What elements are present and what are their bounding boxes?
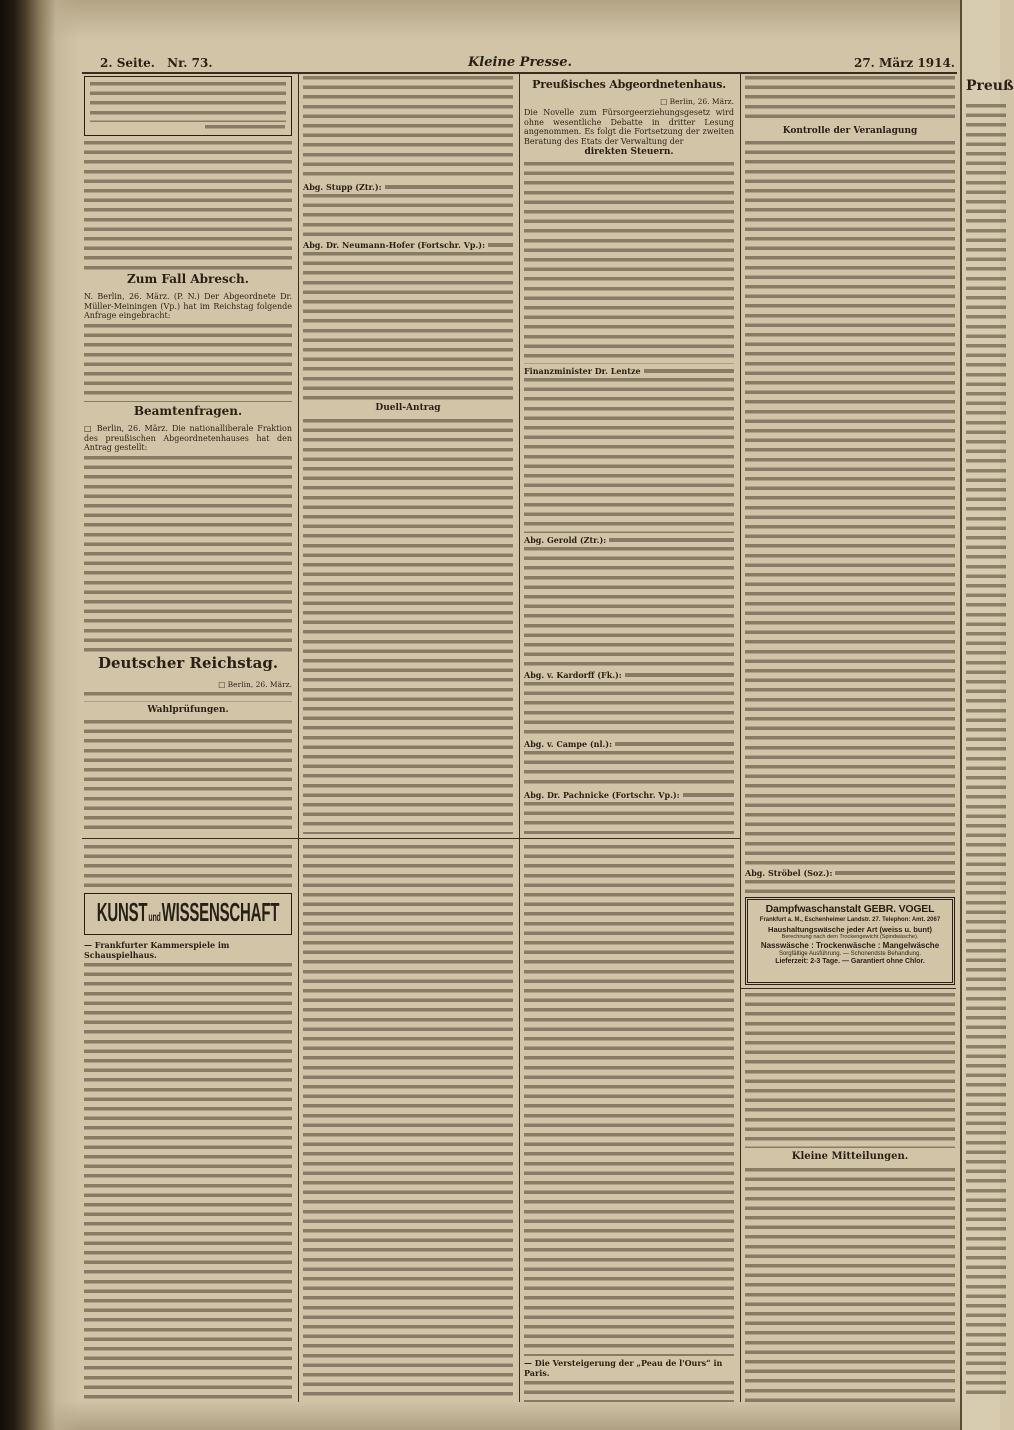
column-rule: [298, 74, 299, 1402]
body-text-block: [84, 324, 292, 402]
speaker-line: [524, 366, 734, 376]
banner-word: KUNST: [96, 898, 148, 928]
subhead-kontrolle-der-veranlagung: Kontrolle der Veranlagung: [782, 126, 918, 136]
body-text-block: [524, 1381, 734, 1402]
subhead-wahlpruefungen: Wahlprüfungen.: [147, 705, 229, 715]
body-text-block: [84, 456, 292, 652]
ad-line: Sorgfältige Ausführung. — Schonendste Behandlung.: [778, 950, 922, 957]
body-text-block: [745, 76, 955, 124]
masthead-date: 27. März 1914.: [853, 56, 955, 70]
body-text-block: [303, 845, 513, 1402]
body-text-block: [524, 682, 734, 737]
ad-address: Frankfurt a. M., Eschenheimer Landstr. 27. Telephon: Amt. 2067: [759, 917, 941, 924]
dateline: □ Berlin, 26. März.: [660, 97, 734, 106]
masthead-page-label: [100, 56, 213, 70]
headline-kleine-mitteilungen: Kleine Mitteilungen.: [791, 1151, 909, 1162]
speaker-name: Abg. Dr. Pachnicke (Fortschr. Vp.):: [524, 790, 680, 800]
body-text-block: [84, 845, 292, 889]
speaker-line: [303, 182, 513, 192]
ad-line: Haushaltungswäsche jeder Art (weiss u. bunt): [768, 924, 932, 934]
body-text-block: [84, 963, 292, 1402]
body-text-block: [745, 993, 955, 1148]
body-text-block: [524, 751, 734, 788]
quote-text: [90, 82, 286, 122]
body-text-block: [524, 845, 734, 1356]
speaker-name: Abg. Dr. Neumann-Hofer (Fortschr. Vp.):: [303, 240, 486, 250]
column-rule: [519, 74, 520, 1402]
dateline: □ Berlin, 26. März.: [218, 680, 292, 689]
banner-word: und: [148, 912, 161, 925]
feuilleton-divider: [740, 988, 956, 989]
ad-line: Lieferzeit: 2-3 Tage. — Garantiert ohne Chlor.: [775, 958, 925, 966]
speaker-line: [524, 790, 734, 800]
body-text-block: [84, 720, 292, 834]
headline-zum-fall-abresch: Zum Fall Abresch.: [127, 272, 249, 286]
article-opener: Die Novelle zum Fürsorgeerziehungsgesetz wird ohne wesentliche Debatte in dritter Lesung angenommen. Es folgt die Fortsetzung der zweiten Beratung des Etats der Verwaltung der: [524, 108, 734, 146]
body-text-block: [84, 692, 292, 702]
speaker-name: Abg. Stupp (Ztr.):: [303, 182, 382, 192]
subhead-duell-antrag: Duell-Antrag: [375, 403, 441, 413]
body-text-block: [303, 419, 513, 834]
speaker-line: [745, 868, 955, 878]
advertisement-dampfwaschanstalt: [745, 897, 955, 985]
speaker-line: [524, 739, 734, 749]
article-heading-kammerspiele: — Frankfurter Kammerspiele im Schauspielhaus.: [84, 940, 230, 960]
quote-box: [84, 76, 292, 136]
body-text-block: [745, 880, 955, 894]
speaker-name: Abg. Ströbel (Soz.):: [745, 868, 833, 878]
ad-firm-name: Dampfwaschanstalt GEBR. VOGEL: [765, 903, 935, 915]
headline-preussisches-abgeordnetenhaus: Preußisches Abgeordnetenhaus.: [532, 78, 726, 91]
issue-number: Nr. 73.: [167, 56, 213, 70]
banner-word: WISSENSCHAFT: [161, 898, 280, 928]
body-text-block: [303, 76, 513, 180]
adjacent-page-edge: [960, 0, 1014, 1430]
headline-deutscher-reichstag: Deutscher Reichstag.: [97, 654, 279, 672]
body-text-block: [84, 141, 292, 270]
page-number: 2. Seite.: [100, 56, 155, 70]
body-text-block: [524, 547, 734, 668]
speaker-name: Abg. v. Campe (nl.):: [524, 739, 613, 749]
article-opener: N. Berlin, 26. März. (P. N.) Der Abgeordnete Dr. Müller-Meiningen (Vp.) hat im Reichstag folgende Anfrage eingebracht:: [84, 292, 292, 321]
body-text-block: [745, 141, 955, 866]
subhead-direkte-steuern: direkten Steuern.: [584, 147, 674, 157]
speaker-name: Abg. v. Kardorff (Fk.):: [524, 670, 622, 680]
article-opener: □ Berlin, 26. März. Die nationalliberale Fraktion des preußischen Abgeordnetenhauses hat den Antrag gestellt:: [84, 424, 292, 453]
body-text-block: [966, 104, 1006, 1400]
quote-attribution: [205, 125, 285, 131]
ad-line: Berechnung nach dem Trockengewicht (Spindwäsche).: [781, 934, 919, 940]
speaker-name: Abg. Gerold (Ztr.):: [524, 535, 607, 545]
article-heading-peau-de-lours: — Die Versteigerung der „Peau de l'Ours“ in Paris.: [524, 1358, 723, 1378]
body-text-block: [745, 1168, 955, 1402]
speaker-line: [524, 670, 734, 680]
body-text-block: [303, 252, 513, 400]
speaker-line: [303, 240, 513, 250]
body-text-block: [524, 802, 734, 834]
speaker-line: [524, 535, 734, 545]
body-text-block: [524, 162, 734, 364]
section-banner-kunst-und-wissenschaft: [84, 893, 292, 935]
adjacent-page-header: Preuß: [966, 78, 1014, 94]
column-rule: [740, 74, 741, 1402]
masthead-title: Kleine Presse.: [467, 55, 573, 70]
speaker-name: Finanzminister Dr. Lentze: [524, 366, 641, 376]
book-binding-edge: [0, 0, 80, 1430]
feuilleton-divider: [82, 838, 740, 839]
ad-line: Nasswäsche : Trockenwäsche : Mangelwäsche: [760, 940, 940, 950]
headline-beamtenfragen: Beamtenfragen.: [133, 404, 243, 418]
body-text-block: [303, 194, 513, 238]
body-text-block: [524, 378, 734, 533]
